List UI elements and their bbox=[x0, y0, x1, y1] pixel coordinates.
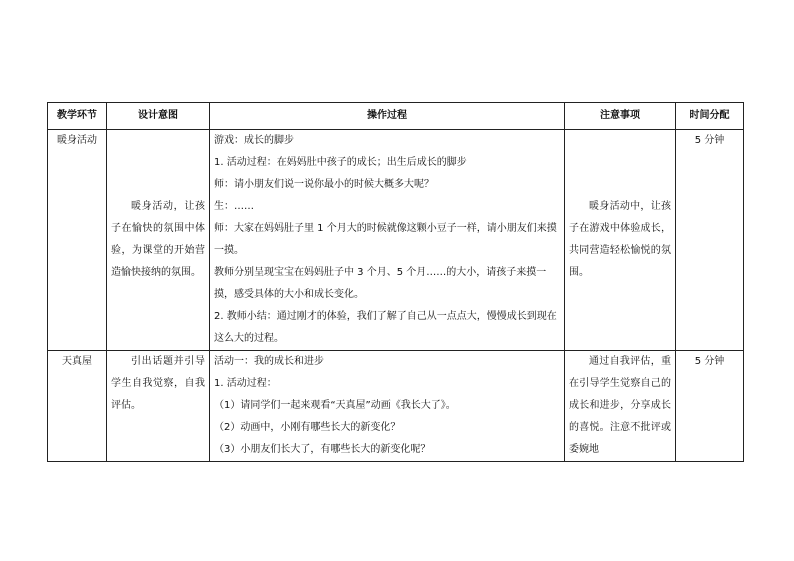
procedure-line: （3）小朋友们长大了，有哪些长大的新变化呢？ bbox=[214, 444, 431, 455]
notes-text: 通过自我评估，重在引导学生觉察自己的成长和进步，分享成长的喜悦。注意不批评或委婉地 bbox=[569, 356, 671, 455]
header-procedure: 操作过程 bbox=[210, 103, 565, 130]
procedure-line: 师：请小朋友们说一说你最小的时候大概多大呢？ bbox=[214, 179, 434, 190]
header-stage: 教学环节 bbox=[48, 103, 107, 130]
lesson-plan-table bbox=[47, 102, 744, 462]
procedure-line: 教师分别呈现宝宝在妈妈肚子中 3 个月、5 个月……的大小，请孩子来摸一摸，感受具体的大小和成长变化。 bbox=[214, 267, 547, 300]
header-time: 时间分配 bbox=[676, 103, 744, 130]
stage-cell: 暖身活动 bbox=[48, 130, 107, 351]
stage-cell: 天真屋 bbox=[48, 351, 107, 462]
procedure-cell bbox=[210, 351, 565, 462]
notes-cell bbox=[565, 351, 676, 462]
procedure-line: 1. 活动过程：在妈妈肚中孩子的成长；出生后成长的脚步 bbox=[214, 157, 467, 168]
procedure-line: 1. 活动过程： bbox=[214, 378, 277, 389]
design-intent-cell bbox=[107, 130, 210, 351]
design-intent-text: 暖身活动，让孩子在愉快的氛围中体验，为课堂的开始营造愉快接纳的氛围。 bbox=[111, 201, 205, 278]
table-row bbox=[48, 130, 744, 351]
time-cell: 5 分钟 bbox=[676, 351, 744, 462]
procedure-line: 师：大家在妈妈肚子里 1 个月大的时候就像这颗小豆子一样，请小朋友们来摸一摸。 bbox=[214, 223, 557, 256]
header-design-intent: 设计意图 bbox=[107, 103, 210, 130]
procedure-line: 活动一：我的成长和进步 bbox=[214, 356, 324, 367]
header-notes: 注意事项 bbox=[565, 103, 676, 130]
procedure-line: 生：…… bbox=[214, 201, 254, 212]
procedure-line: 游戏：成长的脚步 bbox=[214, 135, 294, 146]
table-header-row bbox=[48, 103, 744, 130]
procedure-line: （1）请同学们一起来观看“天真屋”动画《我长大了》。 bbox=[214, 400, 456, 411]
time-cell: 5 分钟 bbox=[676, 130, 744, 351]
design-intent-cell bbox=[107, 351, 210, 462]
table-row bbox=[48, 351, 744, 462]
procedure-line: （2）动画中，小刚有哪些长大的新变化？ bbox=[214, 422, 401, 433]
design-intent-text: 引出话题并引导学生自我觉察，自我评估。 bbox=[111, 356, 205, 411]
procedure-line: 2. 教师小结：通过刚才的体验，我们了解了自己从一点点大，慢慢成长到现在这么大的过程。 bbox=[214, 311, 557, 344]
notes-cell bbox=[565, 130, 676, 351]
notes-text: 暖身活动中，让孩子在游戏中体验成长，共同营造轻松愉悦的氛围。 bbox=[569, 201, 671, 278]
procedure-cell bbox=[210, 130, 565, 351]
